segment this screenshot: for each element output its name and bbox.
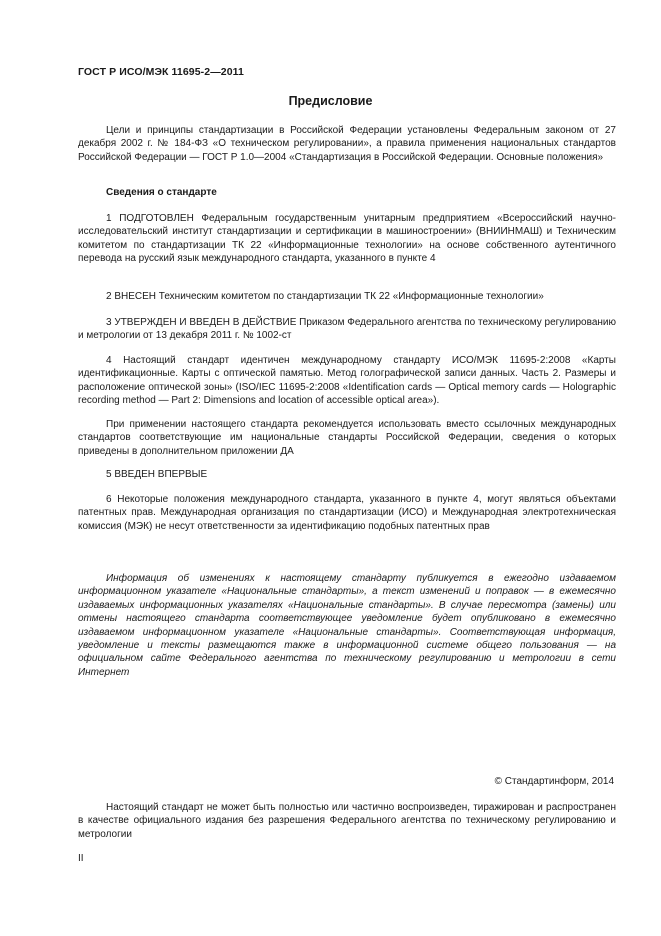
section-subheading: Сведения о стандарте: [106, 187, 217, 198]
page-title: Предисловие: [288, 94, 373, 108]
page-number: II: [78, 853, 84, 864]
item-5-paragraph: 5 ВВЕДЕН ВПЕРВЫЕ: [106, 469, 208, 480]
item-2-paragraph: 2 ВНЕСЕН Техническим комитетом по стандартизации ТК 22 «Информационные технологии»: [106, 291, 544, 302]
item-4-paragraph: 4 Настоящий стандарт идентичен международному стандарту ИСО/МЭК 11695-2:2008 «Карты идентификационные. Карты с оптической памятью. Метод голографической записи данных. Часть 2. Размеры и расположение оптической зоны» (ISO/IEC 11695-2:2008 «Identification cards — Optical memory cards — Holographic recording method — Part 2: Dimensions and location of accessible optical area»).: [78, 355, 616, 407]
copyright-line: © Стандартинформ, 2014: [494, 776, 614, 787]
item-6-paragraph: 6 Некоторые положения международного стандарта, указанного в пункте 4, могут являться объектами патентных прав. Международная организация по стандартизации (ИСО) и Международная электротехническая комиссия (МЭК) не несут ответственности за идентификацию подобных патентных прав: [78, 494, 616, 532]
intro-paragraph: Цели и принципы стандартизации в Российской Федерации установлены Федеральным законом от 27 декабря 2002 г. № 184-ФЗ «О техническом регулировании», а правила применения национальных стандартов Российской Федерации — ГОСТ Р 1.0—2004 «Стандартизация в Российской Федерации. Основные положения»: [78, 125, 616, 163]
document-number: ГОСТ Р ИСО/МЭК 11695-2—2011: [78, 66, 244, 78]
item-3-paragraph: 3 УТВЕРЖДЕН И ВВЕДЕН В ДЕЙСТВИЕ Приказом Федерального агентства по техническому регулированию и метрологии от 13 декабря 2011 г. № 1002-ст: [78, 317, 616, 342]
reproduction-notice-paragraph: Настоящий стандарт не может быть полностью или частично воспроизведен, тиражирован и распространен в качестве официального издания без разрешения Федерального агентства по техническому регулированию и метрологии: [78, 802, 616, 840]
item-4-note-paragraph: При применении настоящего стандарта рекомендуется использовать вместо ссылочных международных стандартов соответствующие им национальные стандарты Российской Федерации, сведения о которых приведены в дополнительном приложении ДА: [78, 419, 616, 457]
item-1-paragraph: 1 ПОДГОТОВЛЕН Федеральным государственным унитарным предприятием «Всероссийский научно-исследовательский институт стандартизации и сертификации в машиностроении» (ВНИИНМАШ) и Техническим комитетом по стандартизации ТК 22 «Информационные технологии» на основе собственного аутентичного перевода на русский язык международного стандарта, указанного в пункте 4: [78, 213, 616, 265]
changes-notice-paragraph: Информация об изменениях к настоящему стандарту публикуется в ежегодно издаваемом информационном указателе «Национальные стандарты», а текст изменений и поправок — в ежемесячно издаваемых информационных указателях «Национальные стандарты». В случае пересмотра (замены) или отмены настоящего стандарта соответствующее уведомление будет опубликовано в ежемесячно издаваемом информационном указателе «Национальные стандарты». Соответствующая информация, уведомление и тексты размещаются также в информационной системе общего пользования — на официальном сайте Федерального агентства по техническому регулированию и метрологии в сети Интернет: [78, 573, 616, 678]
